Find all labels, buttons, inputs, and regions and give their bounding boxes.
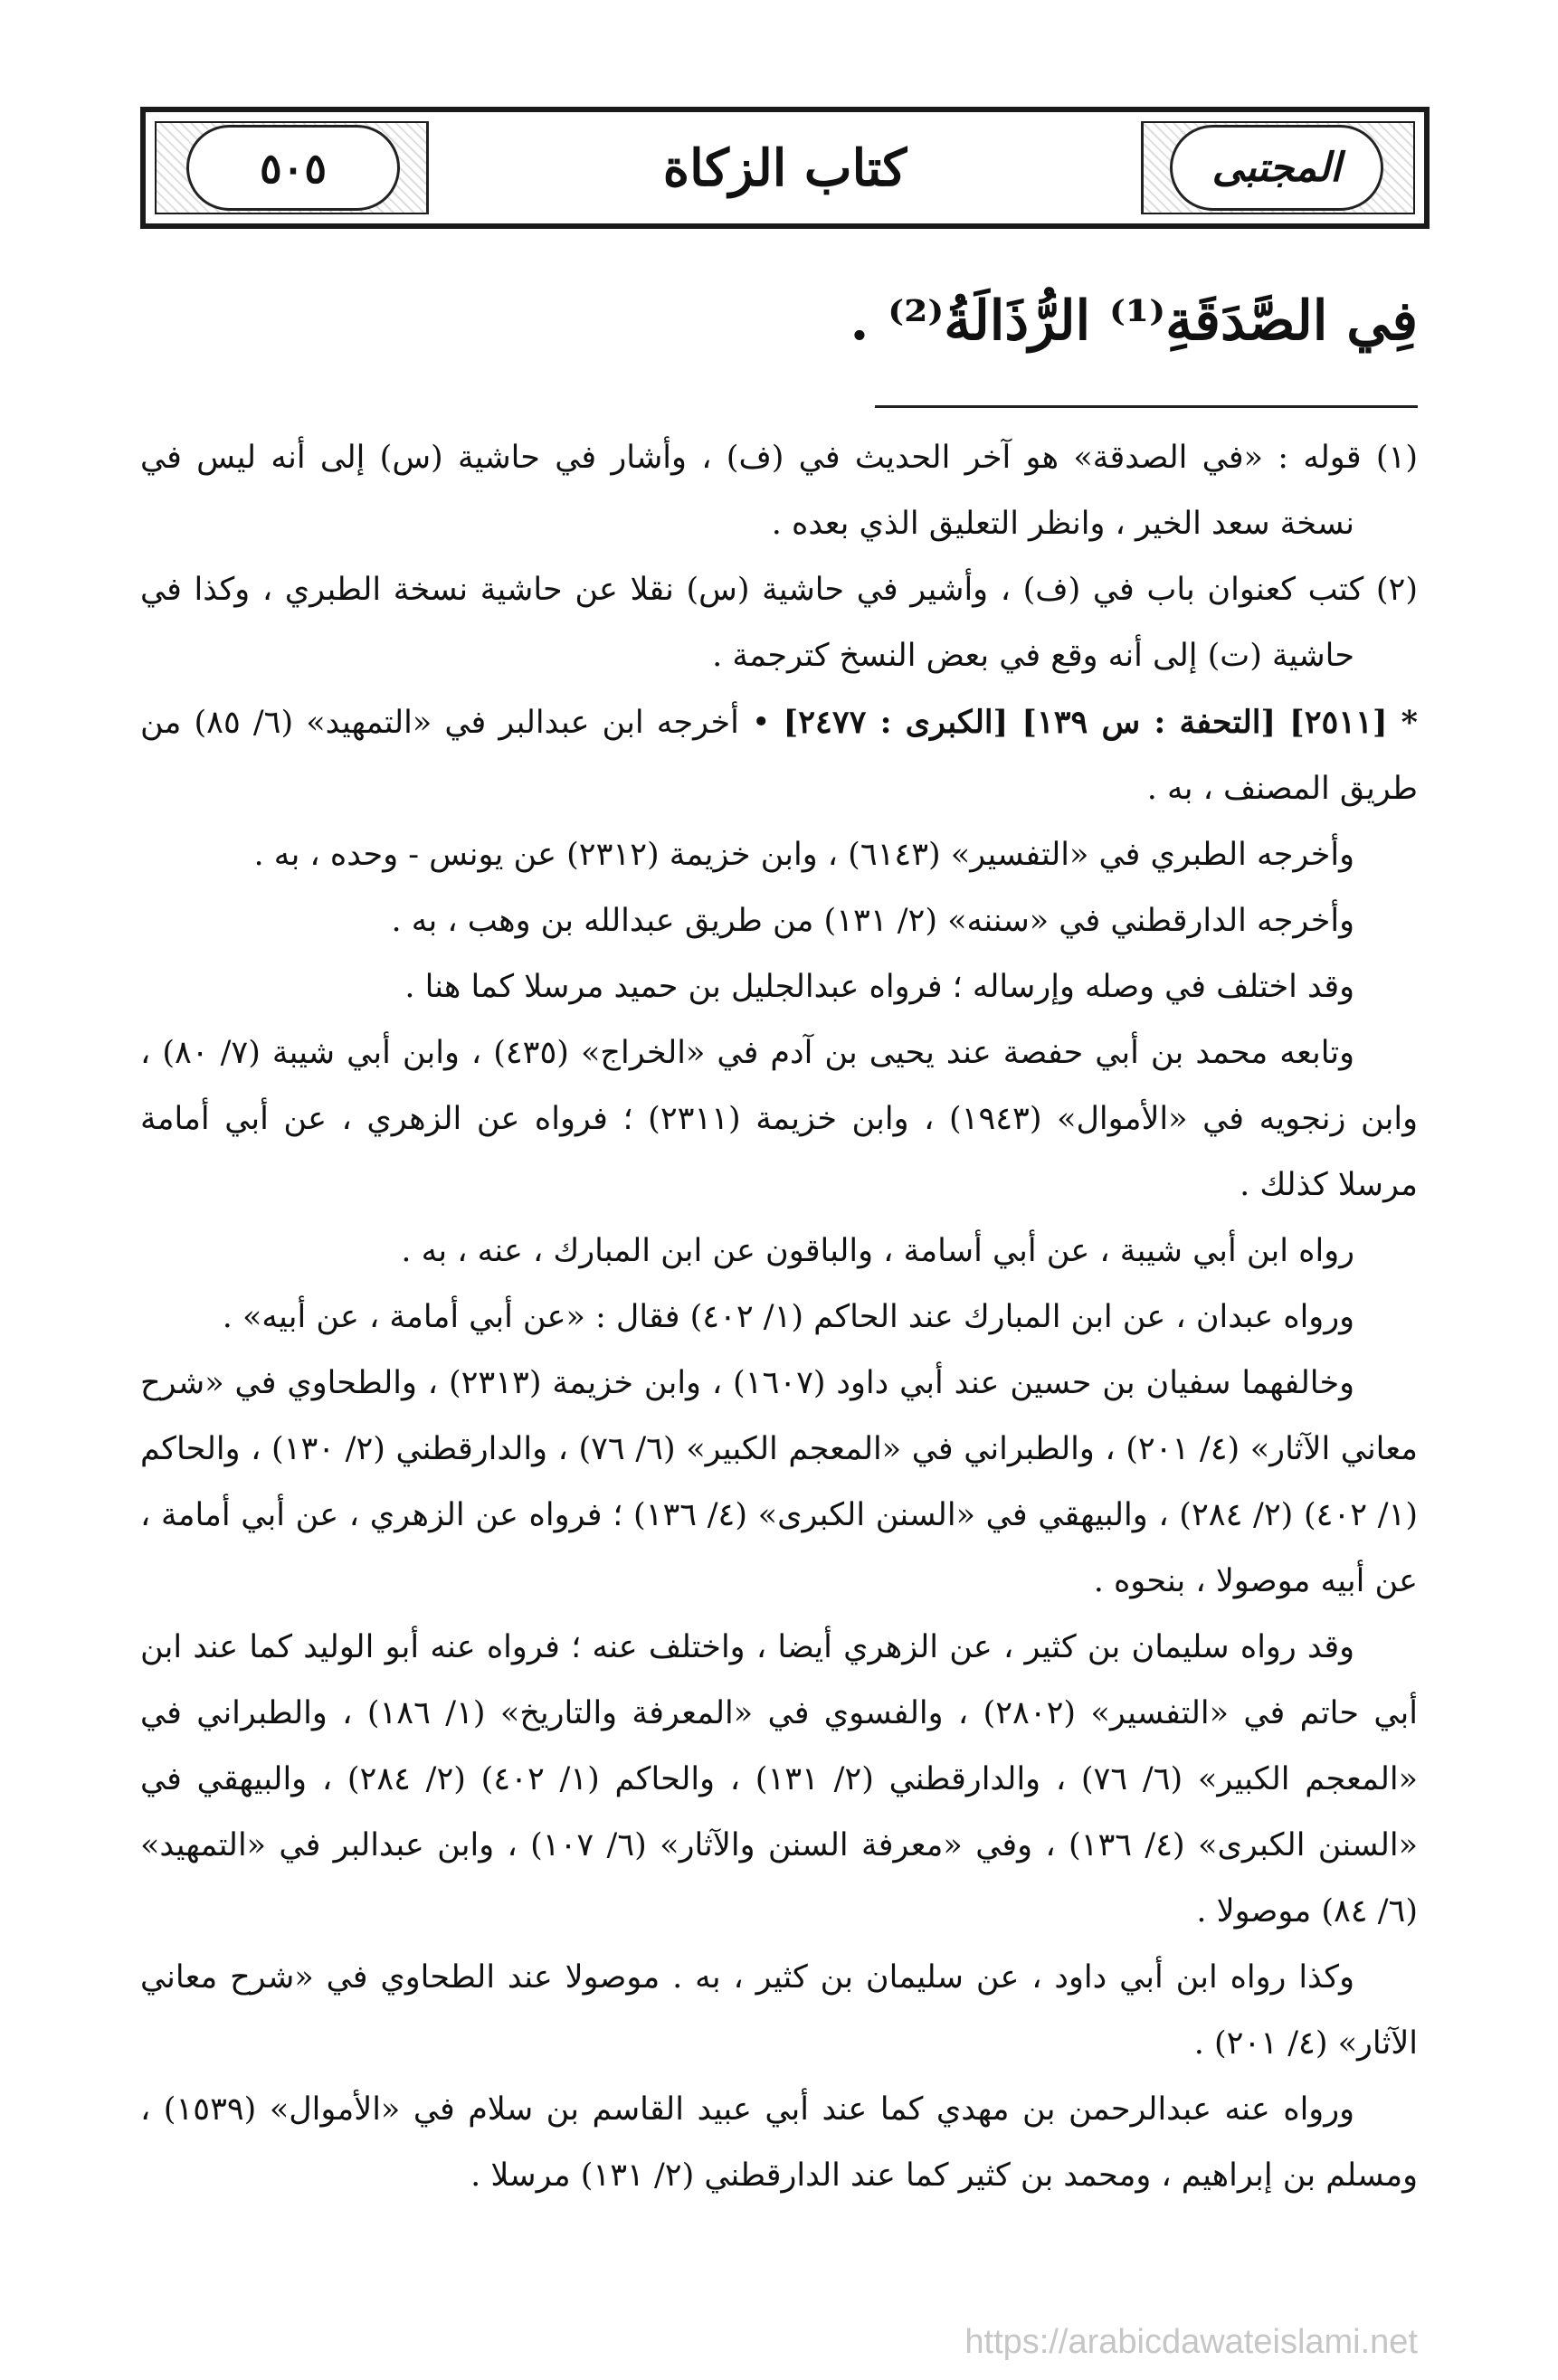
takhrij-paragraph: وقد رواه سليمان بن كثير ، عن الزهري أيضا ، واختلف عنه ؛ فرواه عنه أبو الوليد كما عند ابن أبي حاتم في «التفسير» (٢٨٠٢) ، والفسوي في «المعرفة والتاريخ» (١/ ١٨٦) ، والطبراني في «المعجم الكبير» (٦/ ٧٦) ، والدارقطني (٢/ ١٣١) ، والحاكم (١/ ٤٠٢) (٢/ ٢٨٤) ، والبيهقي في «السنن الكبرى» (٤/ ١٣٦) ، وفي «معرفة السنن والآثار» (٦/ ١٠٧) ، وابن عبدالبر في «التمهيد» (٦/ ٨٤) موصولا . — [140, 1629, 1419, 1930]
series-logo-cartouche — [1170, 125, 1383, 211]
takhrij-first-source: • أخرجه ابن عبدالبر في «التمهيد» (٦/ ٨٥) من طريق المصنف ، به . — [140, 705, 1418, 807]
takhrij-paragraph: ورواه عبدان ، عن ابن المبارك عند الحاكم (١/ ٤٠٢) فقال : «عن أبي أمامة ، عن أبيه» . — [222, 1299, 1354, 1335]
takhrij-paragraph: وكذا رواه ابن أبي داود ، عن سليمان بن كثير ، به . موصولا عند الطحاوي في «شرح معاني الآثار» (٤/ ٢٠١) . — [140, 1959, 1418, 2062]
notes-section — [140, 425, 1418, 2209]
series-logo: المجتبى — [1211, 145, 1342, 191]
takhrij-paragraph: وأخرجه الدارقطني في «سننه» (٢/ ١٣١) من طريق عبدالله بن وهب ، به . — [391, 903, 1354, 939]
page-header-ornament — [140, 107, 1430, 229]
takhrij-paragraph: ورواه عنه عبدالرحمن بن مهدي كما عند أبي عبيد القاسم بن سلام في «الأموال» (١٥٣٩) ، ومسلم بن إبراهيم ، ومحمد بن كثير كما عند الدارقطني (٢/ ١٣١) مرسلا . — [140, 2091, 1418, 2194]
page-number: ٥٠٥ — [259, 143, 328, 193]
takhrij-paragraph: وخالفهما سفيان بن حسين عند أبي داود (١٦٠٧) ، وابن خزيمة (٢٣١٣) ، والطحاوي في «شرح معاني الآثار» (٤/ ٢٠١) ، والطبراني في «المعجم الكبير» (٦/ ٧٦) ، والدارقطني (٢/ ١٣٠) ، والحاكم (١/ ٤٠٢) (٢/ ٢٨٤) ، والبيهقي في «السنن الكبرى» (٤/ ١٣٦) ؛ فرواه عن الزهري ، عن أبي أمامة ، عن أبيه موصولا ، بنحوه . — [140, 1365, 1418, 1599]
takhrij-paragraph: وأخرجه الطبري في «التفسير» (٦١٤٣) ، وابن خزيمة (٢٣١٢) عن يونس - وحده ، به . — [253, 837, 1354, 873]
footnote-separator — [875, 405, 1418, 408]
book-title: كتاب الزكاة — [662, 137, 907, 198]
takhrij-header — [140, 689, 1418, 822]
watermark-url: https://arabicdawateislami.net — [964, 2323, 1418, 2361]
page-number-cartouche — [186, 125, 400, 211]
takhrij-paragraph: رواه ابن أبي شيبة ، عن أبي أسامة ، والباقون عن ابن المبارك ، عنه ، به . — [401, 1233, 1354, 1269]
takhrij-paragraph: وتابعه محمد بن أبي حفصة عند يحيى بن آدم في «الخراج» (٤٣٥) ، وابن أبي شيبة (٧/ ٨٠) ، وابن زنجويه في «الأموال» (١٩٤٣) ، وابن خزيمة (٢٣١١) ؛ فرواه عن الزهري ، عن أبي أمامة مرسلا كذلك . — [140, 1035, 1419, 1203]
footnote-1: (١) قوله : «في الصدقة» هو آخر الحديث في (ف) ، وأشار في حاشية (س) إلى أنه ليس في نسخة سعد الخير ، وانظر التعليق الذي بعده . — [140, 440, 1418, 542]
takhrij-paragraph: وقد اختلف في وصله وإرساله ؛ فرواه عبدالجليل بن حميد مرسلا كما هنا . — [404, 969, 1354, 1005]
takhrij-reference: * [٢٥١١] [التحفة : س ١٣٩] [الكبرى : ٢٤٧٧] — [783, 704, 1418, 741]
footnote-2: (٢) كتب كعنوان باب في (ف) ، وأشير في حاشية (س) نقلا عن حاشية نسخة الطبري ، وكذا في حاشية (ت) إلى أنه وقع في بعض النسخ كترجمة . — [140, 572, 1418, 674]
title-panel — [426, 121, 1144, 214]
hadith-text: فِي الصَّدَقَةِ⁽¹⁾ الرُّذَالَةُ⁽²⁾ . — [850, 289, 1418, 353]
